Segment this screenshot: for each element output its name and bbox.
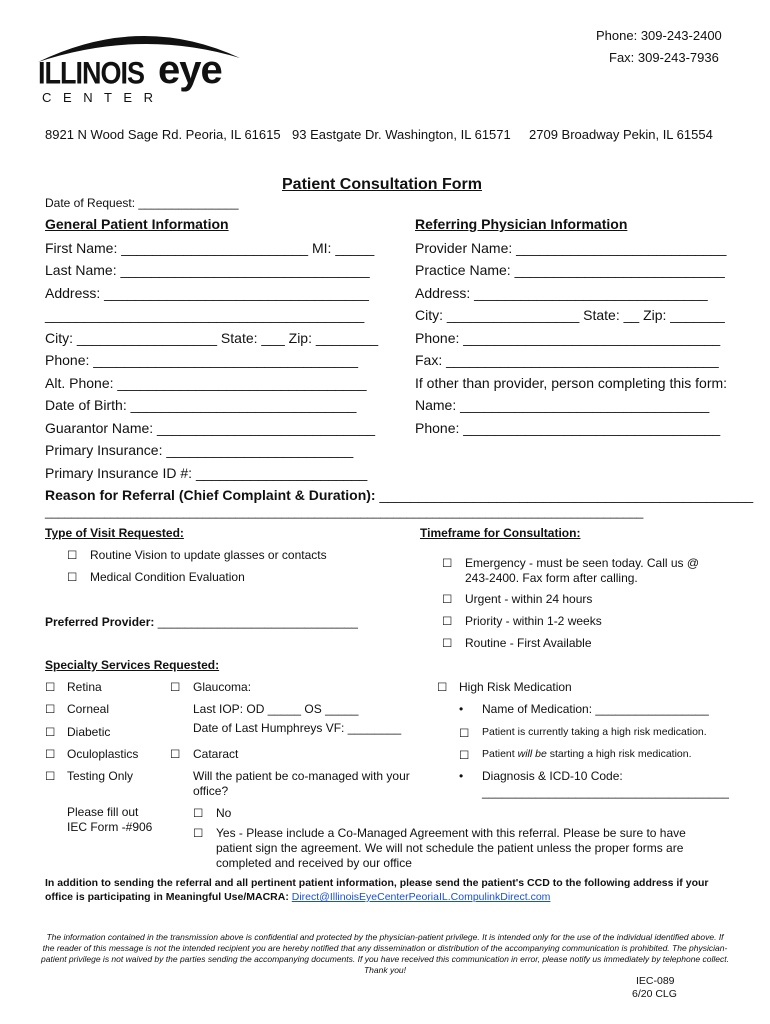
address-peoria: 8921 N Wood Sage Rd. Peoria, IL 61615 (45, 127, 281, 142)
yes-label2: patient sign the agreement. We will not schedule the patient unless the proper forms are (216, 841, 684, 855)
other-person-label: If other than provider, person completing this form: (415, 375, 728, 391)
referring-heading: Referring Physician Information (415, 216, 628, 232)
visit-medical-label: Medical Condition Evaluation (90, 570, 245, 584)
ccd-note: In addition to sending the referral and all pertinent patient information, please send the patient's CCD to the following address if your (45, 877, 709, 889)
emergency-checkbox[interactable]: ☐ (442, 558, 453, 570)
yes-label3: completed and received by our office (216, 856, 412, 870)
cataract-label: Cataract (193, 747, 239, 761)
address-line2-field[interactable]: _________________________________________ (45, 307, 365, 323)
retina-label: Retina (67, 680, 102, 694)
bullet-icon-2: • (459, 769, 464, 783)
form-code: IEC-089 (636, 975, 675, 987)
diabetic-checkbox[interactable]: ☐ (45, 727, 56, 739)
dob-field[interactable]: Date of Birth: _____________________________ (45, 397, 357, 413)
address-pekin: 2709 Broadway Pekin, IL 61554 (529, 127, 713, 142)
visit-routine-checkbox[interactable]: ☐ (67, 550, 78, 562)
diabetic-label: Diabetic (67, 725, 111, 739)
reason-label: Reason for Referral (Chief Complaint & Duration): (45, 487, 380, 503)
patient-heading: General Patient Information (45, 216, 229, 232)
medication-name-field[interactable]: Name of Medication: _________________ (482, 702, 709, 716)
glaucoma-checkbox[interactable]: ☐ (170, 682, 181, 694)
corneal-checkbox[interactable]: ☐ (45, 704, 56, 716)
corneal-label: Corneal (67, 702, 110, 716)
address-field[interactable]: Address: __________________________________ (45, 285, 369, 301)
priority-checkbox[interactable]: ☐ (442, 616, 453, 628)
yes-label: Yes - Please include a Co-Managed Agreement with this referral. Please be sure to have (216, 826, 686, 840)
fill-out-note: Please fill out (67, 805, 139, 819)
reason-line2[interactable]: ___________________________________________________________________________________________ (45, 505, 644, 519)
will-start-post: starting a high risk medication. (546, 748, 692, 760)
no-label: No (216, 806, 232, 820)
comanaged-question2: office? (193, 784, 229, 798)
oculoplastics-checkbox[interactable]: ☐ (45, 749, 56, 761)
alt-phone-field[interactable]: Alt. Phone: ________________________________ (45, 375, 367, 391)
emergency-label2: 243-2400. Fax form after calling. (465, 571, 638, 585)
guarantor-field[interactable]: Guarantor Name: ____________________________ (45, 420, 376, 436)
reason-line: ________________________________________________ (379, 487, 754, 503)
taking-label: Patient is currently taking a high risk medication. (482, 726, 707, 738)
urgent-checkbox[interactable]: ☐ (442, 594, 453, 606)
page-title: Patient Consultation Form (282, 176, 482, 193)
ccd-note-label: office is participating in Meaningful Use/MACRA: (45, 891, 292, 903)
visit-routine-label: Routine Vision to update glasses or contacts (90, 548, 327, 562)
retina-checkbox[interactable]: ☐ (45, 682, 56, 694)
city-field[interactable]: City: __________________ State: ___ Zip: ________ (45, 330, 379, 346)
will-start-em: will be (517, 748, 547, 760)
reason-field[interactable] (45, 487, 753, 503)
comanaged-question: Will the patient be co-managed with your (193, 769, 410, 783)
ccd-note2 (45, 891, 550, 903)
emergency-label: Emergency - must be seen today. Call us @ (465, 556, 700, 570)
fax-number: Fax: 309-243-7936 (609, 50, 719, 65)
priority-label: Priority - within 1-2 weeks (465, 614, 602, 628)
specialty-heading: Specialty Services Requested: (45, 658, 220, 672)
hrm-checkbox[interactable]: ☐ (437, 682, 448, 694)
yes-checkbox[interactable]: ☐ (193, 828, 204, 840)
timeframe-heading: Timeframe for Consultation: (420, 526, 581, 540)
diagnosis-field[interactable]: _____________________________________ (482, 785, 729, 799)
ref-address-field[interactable]: Address: ______________________________ (415, 285, 708, 301)
iop-field[interactable]: Last IOP: OD _____ OS _____ (193, 702, 359, 716)
testing-checkbox[interactable]: ☐ (45, 771, 56, 783)
no-checkbox[interactable]: ☐ (193, 808, 204, 820)
ref-phone-field[interactable]: Phone: _________________________________ (415, 330, 721, 346)
humphreys-field[interactable]: Date of Last Humphreys VF: ________ (193, 721, 402, 735)
urgent-label: Urgent - within 24 hours (465, 592, 593, 606)
testing-label: Testing Only (67, 769, 134, 783)
first-name-field[interactable]: First Name: ________________________ MI: _____ (45, 240, 375, 256)
phone-field[interactable]: Phone: __________________________________ (45, 352, 358, 368)
address-washington: 93 Eastgate Dr. Washington, IL 61571 (292, 127, 511, 142)
form-revision: 6/20 CLG (632, 988, 677, 1000)
preferred-provider-field[interactable] (45, 615, 358, 629)
logo (36, 26, 246, 110)
visit-heading: Type of Visit Requested: (45, 526, 184, 540)
diagnosis-label: Diagnosis & ICD-10 Code: (482, 769, 623, 783)
confidentiality-disclaimer: The information contained in the transmission above is confidential and protected by the physician-patient privilege. It is intended only for the use of the individual identified above. If the reader of this message is not the intended recipient you are hereby notified that any dissemination or distribution of the accompanying communication is prohibited. The physician-patient privilege is not waived by the parties sending the accompanying documents. If you have received this communication in error, please notify us immediately by telephone collect. Thank you! (41, 932, 729, 975)
routine-checkbox[interactable]: ☐ (442, 638, 453, 650)
ref-phone2-field[interactable]: Phone: _________________________________ (415, 420, 721, 436)
routine-label: Routine - First Available (465, 636, 592, 650)
oculoplastics-label: Oculoplastics (67, 747, 139, 761)
glaucoma-label: Glaucoma: (193, 680, 252, 694)
will-start-label (482, 748, 692, 760)
practice-name-field[interactable]: Practice Name: ___________________________ (415, 262, 725, 278)
bullet-icon: • (459, 702, 464, 716)
date-of-request: Date of Request: _______________ (45, 196, 239, 210)
visit-medical-checkbox[interactable]: ☐ (67, 572, 78, 584)
ref-fax-field[interactable]: Fax: ___________________________________ (415, 352, 719, 368)
preferred-provider-label: Preferred Provider: (45, 615, 158, 629)
ref-city-field[interactable]: City: _________________ State: __ Zip: _______ (415, 307, 725, 323)
preferred-provider-line: ______________________________ (157, 615, 358, 629)
fill-out-note2: IEC Form -#906 (67, 820, 153, 834)
primary-insurance-field[interactable]: Primary Insurance: ________________________ (45, 442, 354, 458)
last-name-field[interactable]: Last Name: ________________________________ (45, 262, 370, 278)
logo-eye: eye (158, 48, 222, 92)
taking-checkbox[interactable]: ☐ (459, 728, 470, 740)
cataract-checkbox[interactable]: ☐ (170, 749, 181, 761)
ref-name-field[interactable]: Name: ________________________________ (415, 397, 710, 413)
hrm-label: High Risk Medication (459, 680, 572, 694)
phone-number: Phone: 309-243-2400 (596, 28, 722, 43)
primary-insurance-id-field[interactable]: Primary Insurance ID #: ______________________ (45, 465, 368, 481)
direct-email-link[interactable]: Direct@IllinoisEyeCenterPeoriaIL.CompulinkDirect.com (291, 891, 551, 903)
logo-illinois: ILLINOIS (38, 55, 144, 91)
will-start-pre: Patient (482, 748, 518, 760)
provider-name-field[interactable]: Provider Name: ___________________________ (415, 240, 727, 256)
logo-center: C E N T E R (42, 90, 158, 105)
will-start-checkbox[interactable]: ☐ (459, 750, 470, 762)
